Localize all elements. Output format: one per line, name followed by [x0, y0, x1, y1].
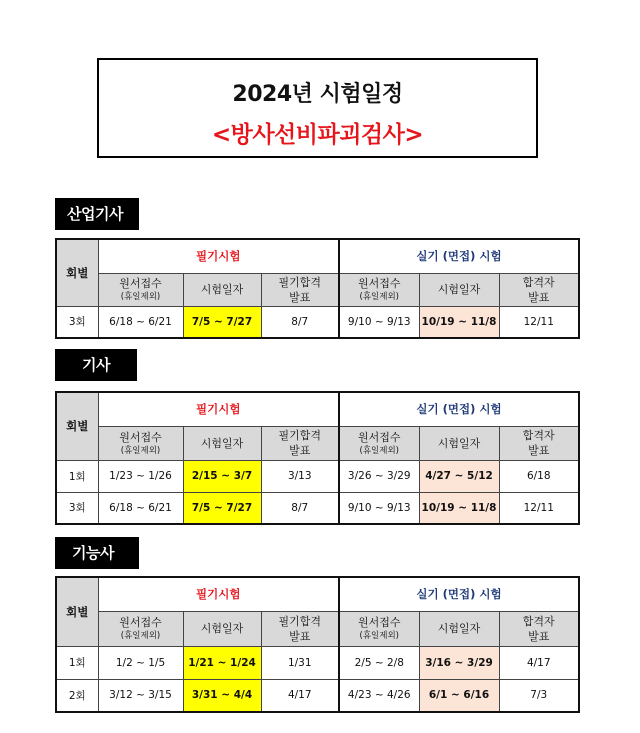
final-result-label: 합격자	[522, 614, 555, 628]
holiday-note: (휴일제외)	[120, 292, 161, 302]
written-exam-group-header: 필기시험	[98, 577, 339, 611]
announcement-label: 발표	[528, 629, 550, 643]
practical-application-cell: 9/10 ~ 9/13	[339, 306, 419, 338]
written-application-header	[98, 273, 183, 306]
written-application-cell: 6/18 ~ 6/21	[98, 492, 183, 524]
written-exam-date-header: 시험일자	[183, 273, 261, 306]
final-result-header	[499, 273, 579, 306]
practical-exam-date-header: 시험일자	[419, 273, 499, 306]
announcement-label: 발표	[289, 290, 311, 304]
written-exam-date-cell: 7/5 ~ 7/27	[183, 306, 261, 338]
written-result-cell: 4/17	[261, 679, 339, 712]
practical-application-header	[339, 273, 419, 306]
practical-exam-date-header: 시험일자	[419, 426, 499, 460]
application-label: 원서접수	[119, 430, 162, 444]
written-result-label: 필기합격	[278, 275, 321, 289]
practical-exam-group-header: 실기 (면접) 시험	[339, 239, 579, 273]
round-cell: 1회	[56, 646, 98, 679]
written-result-cell: 3/13	[261, 460, 339, 492]
written-result-cell: 1/31	[261, 646, 339, 679]
round-header: 회별	[56, 577, 98, 646]
final-result-header	[499, 611, 579, 646]
round-cell: 2회	[56, 679, 98, 712]
practical-application-header	[339, 426, 419, 460]
written-application-cell: 6/18 ~ 6/21	[98, 306, 183, 338]
holiday-note: (휴일제외)	[359, 292, 399, 302]
table-row	[56, 306, 579, 338]
written-application-header	[98, 611, 183, 646]
final-result-header	[499, 426, 579, 460]
practical-exam-date-cell: 4/27 ~ 5/12	[419, 460, 499, 492]
announcement-label: 발표	[528, 444, 550, 457]
practical-exam-date-cell: 3/16 ~ 3/29	[419, 646, 499, 679]
written-result-cell: 8/7	[261, 492, 339, 524]
round-cell: 3회	[56, 306, 98, 338]
final-result-cell: 12/11	[499, 492, 579, 524]
final-result-label: 합격자	[522, 275, 555, 289]
practical-exam-date-header: 시험일자	[419, 611, 499, 646]
final-result-label: 합격자	[522, 429, 555, 442]
schedule-table-craftsman	[55, 576, 580, 713]
section-label-engineer: 기사	[55, 349, 137, 381]
final-result-cell: 6/18	[499, 460, 579, 492]
announcement-label: 발표	[289, 629, 311, 643]
written-exam-date-cell: 2/15 ~ 3/7	[183, 460, 261, 492]
holiday-note: (휴일제외)	[359, 631, 399, 641]
written-exam-group-header: 필기시험	[98, 392, 339, 426]
written-application-header	[98, 426, 183, 460]
practical-exam-date-cell: 10/19 ~ 11/8	[419, 492, 499, 524]
table-row	[56, 646, 579, 679]
practical-application-cell: 2/5 ~ 2/8	[339, 646, 419, 679]
announcement-label: 발표	[528, 290, 550, 304]
practical-application-cell: 4/23 ~ 4/26	[339, 679, 419, 712]
holiday-note: (휴일제외)	[120, 631, 161, 641]
schedule-table-industrial-engineer	[55, 238, 580, 339]
holiday-note: (휴일제외)	[359, 445, 399, 456]
written-application-cell: 3/12 ~ 3/15	[98, 679, 183, 712]
written-result-label: 필기합격	[278, 614, 321, 628]
written-application-cell: 1/2 ~ 1/5	[98, 646, 183, 679]
schedule-table-engineer	[55, 391, 580, 525]
application-label: 원서접수	[357, 430, 401, 444]
application-label: 원서접수	[357, 277, 401, 290]
page-title: 2024년 시험일정	[232, 82, 403, 107]
application-label: 원서접수	[357, 616, 401, 629]
announcement-label: 발표	[289, 444, 311, 457]
section-label-industrial-engineer: 산업기사	[55, 198, 139, 230]
written-application-cell: 1/23 ~ 1/26	[98, 460, 183, 492]
final-result-cell: 4/17	[499, 646, 579, 679]
table-row	[56, 492, 579, 524]
round-header: 회별	[56, 392, 98, 460]
written-result-header	[261, 426, 339, 460]
round-header: 회별	[56, 239, 98, 306]
practical-exam-group-header: 실기 (면접) 시험	[339, 577, 579, 611]
written-result-header	[261, 611, 339, 646]
practical-exam-date-cell: 6/1 ~ 6/16	[419, 679, 499, 712]
practical-application-cell: 9/10 ~ 9/13	[339, 492, 419, 524]
practical-exam-group-header: 실기 (면접) 시험	[339, 392, 579, 426]
written-exam-date-header: 시험일자	[183, 611, 261, 646]
written-result-header	[261, 273, 339, 306]
written-exam-date-cell: 3/31 ~ 4/4	[183, 679, 261, 712]
practical-application-header	[339, 611, 419, 646]
round-cell: 1회	[56, 460, 98, 492]
practical-exam-date-cell: 10/19 ~ 11/8	[419, 306, 499, 338]
written-exam-group-header: 필기시험	[98, 239, 339, 273]
application-label: 원서접수	[119, 277, 162, 290]
written-exam-date-cell: 1/21 ~ 1/24	[183, 646, 261, 679]
title-box	[97, 58, 538, 158]
final-result-cell: 12/11	[499, 306, 579, 338]
section-label-craftsman: 기능사	[55, 537, 139, 569]
practical-application-cell: 3/26 ~ 3/29	[339, 460, 419, 492]
page-subtitle: <방사선비파괴검사>	[211, 122, 424, 148]
written-result-label: 필기합격	[278, 429, 321, 442]
written-result-cell: 8/7	[261, 306, 339, 338]
round-cell: 3회	[56, 492, 98, 524]
written-exam-date-cell: 7/5 ~ 7/27	[183, 492, 261, 524]
holiday-note: (휴일제외)	[120, 445, 161, 456]
application-label: 원서접수	[119, 616, 162, 629]
final-result-cell: 7/3	[499, 679, 579, 712]
table-row	[56, 460, 579, 492]
table-row	[56, 679, 579, 712]
written-exam-date-header: 시험일자	[183, 426, 261, 460]
